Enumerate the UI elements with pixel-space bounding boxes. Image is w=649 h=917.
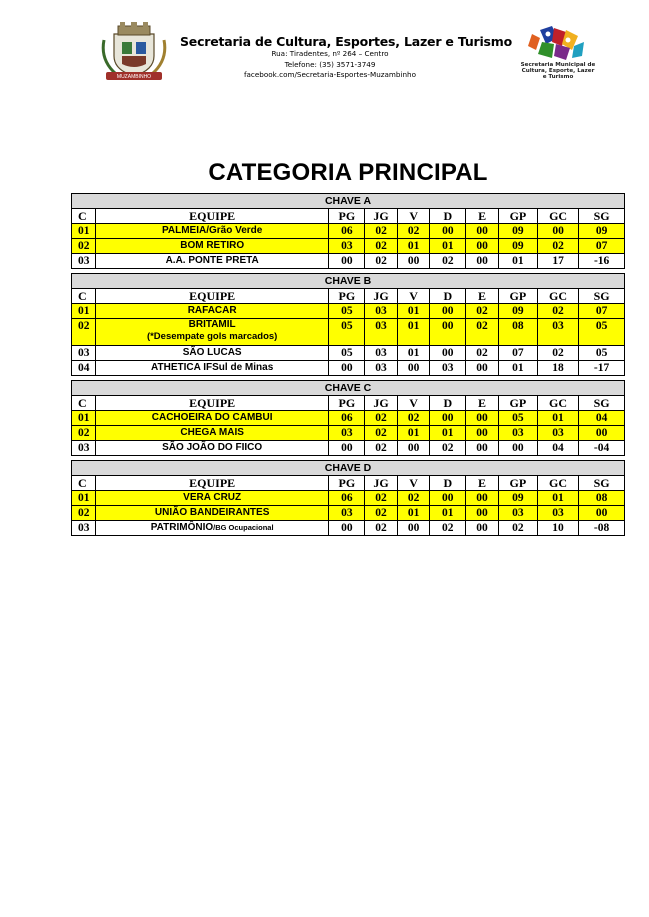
stat-sg-cell: 07 [579,239,625,254]
column-header: GC [537,476,578,491]
stat-sg-cell: 07 [579,304,625,319]
stat-d-cell: 01 [430,239,466,254]
column-header: E [466,209,499,224]
team-name: BOM RETIRO [180,240,245,251]
stat-jg-cell: 02 [365,506,398,521]
column-header: V [397,289,430,304]
stat-pg-cell: 00 [329,361,365,376]
team-cell [95,361,329,376]
position-cell: 04 [72,361,96,376]
facebook-line: facebook.com/Secretaria-Esportes-Muzambinho [244,70,416,79]
stat-jg-cell: 02 [365,254,398,269]
team-name: SÃO JOÃO DO FIICO [162,442,263,453]
column-header: D [430,209,466,224]
column-header: V [397,476,430,491]
crest-banner-text: MUZAMBINHO [116,74,152,81]
stat-v-cell: 02 [397,411,430,426]
stat-d-cell: 00 [430,319,466,346]
column-header: SG [579,476,625,491]
stat-jg-cell: 03 [365,319,398,346]
document-header [0,0,649,100]
column-header: PG [329,396,365,411]
team-name: PALMEIA/Grão Verde [161,225,263,236]
stat-gp-cell: 03 [498,426,537,441]
stat-gc-cell: 03 [537,319,578,346]
stat-pg-cell: 03 [329,426,365,441]
stat-sg-cell: -17 [579,361,625,376]
stat-pg-cell: 03 [329,506,365,521]
column-header: C [72,396,96,411]
stat-sg-cell: 09 [579,224,625,239]
column-header: EQUIPE [95,289,329,304]
table-row [72,491,625,506]
stat-jg-cell: 03 [365,361,398,376]
stat-gp-cell: 01 [498,361,537,376]
team-cell [95,441,329,456]
stat-gc-cell: 01 [537,491,578,506]
stat-e-cell: 00 [466,426,499,441]
municipal-crest-icon [100,20,168,82]
stat-gp-cell: 09 [498,304,537,319]
stat-pg-cell: 06 [329,491,365,506]
stat-jg-cell: 02 [365,224,398,239]
team-name: SÃO LUCAS [182,347,242,358]
column-header: E [466,476,499,491]
column-header: SG [579,396,625,411]
stat-gp-cell: 03 [498,506,537,521]
stat-gp-cell: 02 [498,521,537,536]
position-cell: 03 [72,254,96,269]
column-header: E [466,289,499,304]
stat-gc-cell: 10 [537,521,578,536]
team-cell [95,346,329,361]
stat-v-cell: 00 [397,441,430,456]
table-row [72,304,625,319]
team-name: VERA CRUZ [183,492,242,503]
stat-v-cell: 01 [397,506,430,521]
secretariat-logo-caption: Secretaria Municipal de Cultura, Esporte, Lazer e Turismo [520,62,596,80]
stat-e-cell: 00 [466,521,499,536]
team-name: RAFACAR [187,305,237,316]
column-header: V [397,209,430,224]
stat-v-cell: 01 [397,239,430,254]
stat-v-cell: 00 [397,361,430,376]
stat-gc-cell: 03 [537,506,578,521]
phone-line: Telefone: (35) 3571-3749 [284,59,376,69]
address-line: Rua: Tiradentes, nº 264 – Centro [271,49,389,58]
column-header: C [72,289,96,304]
column-header: EQUIPE [95,476,329,491]
column-header: PG [329,209,365,224]
column-header: GC [537,396,578,411]
table-row [72,224,625,239]
stat-pg-cell: 05 [329,319,365,346]
column-header: GP [498,396,537,411]
stat-jg-cell: 02 [365,239,398,254]
stat-sg-cell: -04 [579,441,625,456]
table-row [72,346,625,361]
team-name: UNIÃO BANDEIRANTES [154,507,270,518]
stat-gc-cell: 18 [537,361,578,376]
stat-v-cell: 01 [397,319,430,346]
stat-d-cell: 00 [430,346,466,361]
column-header-row [72,476,625,491]
stat-pg-cell: 00 [329,254,365,269]
stat-jg-cell: 03 [365,304,398,319]
group-name: CHAVE B [72,274,625,289]
team-name: A.A. PONTE PRETA [165,255,259,266]
column-header: PG [329,476,365,491]
group-table [71,193,625,269]
stat-e-cell: 00 [466,224,499,239]
team-name-suffix: /BG Ocupacional [213,523,274,532]
team-cell [95,319,329,346]
column-header: D [430,289,466,304]
header-text-block [180,34,513,81]
stat-e-cell: 00 [466,491,499,506]
team-cell [95,224,329,239]
stat-d-cell: 00 [430,411,466,426]
stat-sg-cell: 08 [579,491,625,506]
team-name: BRITAMIL [188,319,236,330]
column-header: GC [537,289,578,304]
stat-jg-cell: 02 [365,521,398,536]
stat-jg-cell: 02 [365,491,398,506]
column-header: GC [537,209,578,224]
stat-e-cell: 00 [466,441,499,456]
stat-pg-cell: 06 [329,411,365,426]
stat-sg-cell: -16 [579,254,625,269]
stat-gp-cell: 09 [498,239,537,254]
team-cell [95,426,329,441]
table-row [72,239,625,254]
stat-e-cell: 00 [466,254,499,269]
stat-jg-cell: 02 [365,441,398,456]
team-name: CHEGA MAIS [180,427,244,438]
stat-gp-cell: 09 [498,491,537,506]
stat-pg-cell: 00 [329,521,365,536]
team-cell [95,254,329,269]
position-cell: 02 [72,239,96,254]
team-cell [95,521,329,536]
stat-gp-cell: 05 [498,411,537,426]
group-table [71,460,625,536]
table-row [72,506,625,521]
stat-gp-cell: 09 [498,224,537,239]
tiebreak-note: (*Desempate gols marcados) [146,331,278,342]
stat-pg-cell: 00 [329,441,365,456]
stat-v-cell: 02 [397,224,430,239]
stat-gp-cell: 00 [498,441,537,456]
stat-jg-cell: 02 [365,411,398,426]
stat-v-cell: 01 [397,426,430,441]
stat-v-cell: 01 [397,304,430,319]
stat-sg-cell: 00 [579,506,625,521]
team-cell [95,304,329,319]
stat-v-cell: 00 [397,521,430,536]
group-name: CHAVE A [72,194,625,209]
page-title: CATEGORIA PRINCIPAL [208,159,488,186]
column-header: SG [579,209,625,224]
stat-e-cell: 00 [466,506,499,521]
table-row [72,254,625,269]
team-name: CACHOEIRA DO CAMBUI [151,412,273,423]
stat-gc-cell: 04 [537,441,578,456]
column-header: EQUIPE [95,209,329,224]
stat-gp-cell: 08 [498,319,537,346]
team-cell [95,506,329,521]
column-header: JG [365,396,398,411]
stat-d-cell: 01 [430,506,466,521]
position-cell: 01 [72,411,96,426]
stat-gc-cell: 02 [537,239,578,254]
table-row [72,521,625,536]
column-header: D [430,396,466,411]
group-table [71,273,625,376]
column-header: SG [579,289,625,304]
stat-d-cell: 00 [430,224,466,239]
stat-gc-cell: 02 [537,346,578,361]
table-row [72,319,625,346]
stat-d-cell: 00 [430,491,466,506]
table-row [72,361,625,376]
position-cell: 03 [72,521,96,536]
stat-v-cell: 02 [397,491,430,506]
position-cell: 03 [72,346,96,361]
column-header: JG [365,476,398,491]
stat-sg-cell: 00 [579,426,625,441]
stat-sg-cell: -08 [579,521,625,536]
column-header: EQUIPE [95,396,329,411]
table-row [72,426,625,441]
group-table [71,380,625,456]
stat-e-cell: 00 [466,239,499,254]
stat-jg-cell: 03 [365,346,398,361]
stat-d-cell: 02 [430,441,466,456]
stat-sg-cell: 05 [579,346,625,361]
stat-d-cell: 02 [430,521,466,536]
column-header: GP [498,476,537,491]
position-cell: 01 [72,224,96,239]
stat-sg-cell: 04 [579,411,625,426]
stat-pg-cell: 05 [329,346,365,361]
column-header: PG [329,289,365,304]
position-cell: 02 [72,506,96,521]
stat-e-cell: 02 [466,346,499,361]
team-cell [95,411,329,426]
team-name: ATHETICA IFSul de Minas [151,362,274,373]
position-cell: 01 [72,491,96,506]
column-header: D [430,476,466,491]
stat-d-cell: 03 [430,361,466,376]
stat-d-cell: 00 [430,304,466,319]
column-header: C [72,209,96,224]
team-cell [95,491,329,506]
stat-v-cell: 00 [397,254,430,269]
stat-e-cell: 02 [466,304,499,319]
column-header: JG [365,209,398,224]
column-header-row [72,209,625,224]
table-row [72,441,625,456]
position-cell: 02 [72,319,96,346]
team-name: PATRIMÔNIO [150,522,214,533]
standings-tables [71,193,625,536]
stat-d-cell: 01 [430,426,466,441]
stat-sg-cell: 05 [579,319,625,346]
column-header: V [397,396,430,411]
stat-e-cell: 00 [466,361,499,376]
stat-gc-cell: 00 [537,224,578,239]
stat-pg-cell: 03 [329,239,365,254]
stat-pg-cell: 05 [329,304,365,319]
group-name: CHAVE D [72,461,625,476]
stat-gc-cell: 17 [537,254,578,269]
stat-v-cell: 01 [397,346,430,361]
stat-gp-cell: 01 [498,254,537,269]
column-header: GP [498,209,537,224]
column-header-row [72,396,625,411]
stat-d-cell: 02 [430,254,466,269]
team-cell [95,239,329,254]
secretariat-title: Secretaria de Cultura, Esportes, Lazer e Turismo [180,34,513,49]
stat-e-cell: 00 [466,411,499,426]
stat-gc-cell: 02 [537,304,578,319]
table-row [72,411,625,426]
column-header-row [72,289,625,304]
column-header: GP [498,289,537,304]
stat-gp-cell: 07 [498,346,537,361]
position-cell: 01 [72,304,96,319]
position-cell: 02 [72,426,96,441]
stat-jg-cell: 02 [365,426,398,441]
stat-gc-cell: 01 [537,411,578,426]
position-cell: 03 [72,441,96,456]
stat-gc-cell: 03 [537,426,578,441]
stat-pg-cell: 06 [329,224,365,239]
column-header: JG [365,289,398,304]
column-header: E [466,396,499,411]
group-name: CHAVE C [72,381,625,396]
column-header: C [72,476,96,491]
stat-e-cell: 02 [466,319,499,346]
